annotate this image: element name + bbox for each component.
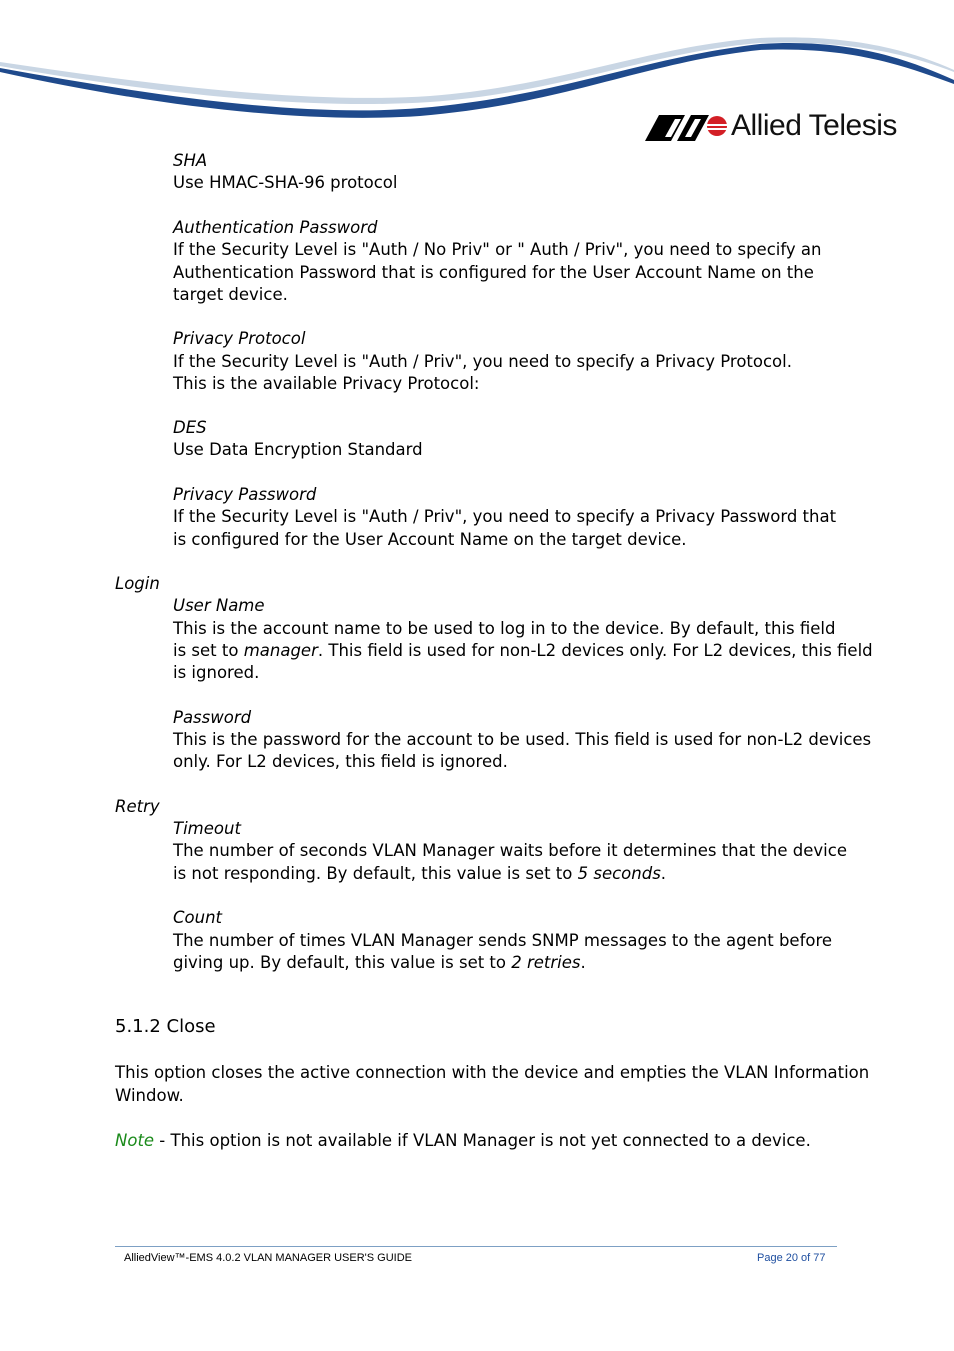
desc-sha: Use HMAC-SHA-96 protocol [173,173,398,192]
desc-auth-password-3: target device. [173,285,288,304]
term-des: DES [173,418,207,437]
default-count: 2 retries [511,953,581,972]
allied-telesis-logo [645,108,897,144]
footer-page-number: Page 20 of 77 [757,1252,826,1264]
desc-password-1: This is the password for the account to be used. This field is used for non-L2 devices [173,730,872,749]
section-heading-close: 5.1.2 Close [115,1016,216,1037]
term-privacy-protocol: Privacy Protocol [173,329,306,348]
desc-count-2: giving up. By default, this value is set to 2 retries. [173,953,586,972]
default-timeout: 5 seconds [577,864,661,883]
desc-privacy-password-1: If the Security Level is "Auth / Priv", you need to specify a Privacy Password that [173,507,837,526]
note-label: Note [115,1131,155,1150]
desc-privacy-protocol-2: This is the available Privacy Protocol: [173,374,480,393]
desc-user-name-1: This is the account name to be used to log in to the device. By default, this field [173,619,836,638]
desc-privacy-protocol-1: If the Security Level is "Auth / Priv", you need to specify a Privacy Protocol. [173,352,792,371]
term-timeout: Timeout [173,819,241,838]
desc-user-name-2: is set to manager. This field is used for non-L2 devices only. For L2 devices, this field [173,641,873,660]
desc-timeout-2: is not responding. By default, this value is set to 5 seconds. [173,864,667,883]
footer-divider [115,1246,837,1247]
allied-telesis-logo-icon [645,111,727,141]
desc-des: Use Data Encryption Standard [173,440,423,459]
desc-user-name-3: is ignored. [173,663,260,682]
desc-password-2: only. For L2 devices, this field is ignored. [173,752,508,771]
note-text: - This option is not available if VLAN Manager is not yet connected to a device. [154,1131,811,1150]
term-login: Login [115,574,160,593]
default-username: manager [243,641,318,660]
term-auth-password: Authentication Password [173,218,378,237]
desc-privacy-password-2: is configured for the User Account Name on the target device. [173,530,687,549]
term-user-name: User Name [173,596,265,615]
vlan-information-term: VLAN Information [723,1063,870,1082]
desc-close-2: Window. [115,1086,184,1105]
term-retry: Retry [115,797,160,816]
desc-auth-password-1: If the Security Level is "Auth / No Priv" or " Auth / Priv", you need to specify an [173,240,822,259]
term-password: Password [173,708,252,727]
term-count: Count [173,908,223,927]
term-privacy-password: Privacy Password [173,485,317,504]
term-sha: SHA [173,151,208,170]
desc-close-1: This option closes the active connection with the device and empties the VLAN Information [115,1063,870,1082]
desc-auth-password-2: Authentication Password that is configured for the User Account Name on the [173,263,814,282]
window-term: Window [115,1086,179,1105]
desc-timeout-1: The number of seconds VLAN Manager waits before it determines that the device [173,841,847,860]
note-line [115,1130,811,1152]
desc-count-1: The number of times VLAN Manager sends SNMP messages to the agent before [173,931,833,950]
footer-title: AlliedView™-EMS 4.0.2 VLAN MANAGER USER'S GUIDE [124,1252,412,1264]
brand-name: Allied Telesis [731,109,897,142]
